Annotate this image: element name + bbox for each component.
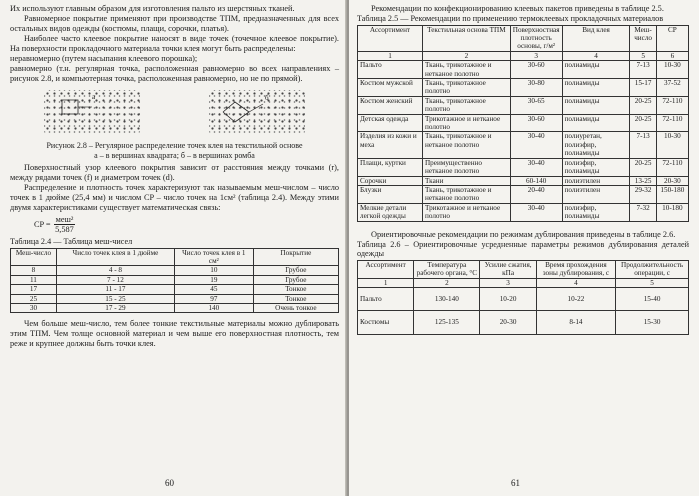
table-cell: 72-110 (656, 158, 688, 176)
table-cell: 20-25 (630, 158, 656, 176)
table-cell: 8-14 (536, 311, 615, 334)
figure-dot-pattern (10, 86, 339, 138)
table-header-cell: Число точек клея в 1 дюйме (56, 248, 174, 266)
formula-fraction (54, 215, 76, 234)
paragraph-bottom: Чем больше меш-число, тем более тонкие текстильные материалы можно дублировать этим ТПМ. Чем толще основной материал и чем выше его поверхностная плотность, тем реже и крупнее должны быть точки клея. (10, 319, 339, 349)
table-2-5-caption: Таблица 2.5 — Рекомендации по применению термоклеевых прокладочных материалов (357, 14, 664, 23)
table-header-cell: 3 (480, 278, 536, 287)
paragraph-intro: Рекомендации по конфекционированию клеевых пакетов приведены в таблице 2.5. (371, 4, 664, 13)
table-cell: 19 (174, 275, 253, 284)
table-cell: Ткань, трикотажное и нетканое полотно (422, 185, 510, 203)
table-header-cell: Вид клея (562, 25, 630, 51)
table-header-cell: Ассортимент (358, 260, 414, 278)
table-mesh-numbers (10, 248, 339, 314)
table-header-cell: 5 (630, 51, 656, 60)
table-cell: полиэфир, полиамиды (562, 158, 630, 176)
table-cell: Костюм женский (358, 96, 423, 114)
table-cell: 4 - 8 (56, 266, 174, 275)
table-cell: Изделия из кожи и меха (358, 132, 423, 158)
figure-label-a: a (92, 93, 96, 101)
table-2-4-caption: Таблица 2.4 — Таблица меш-чисел (10, 237, 133, 246)
table-cell: 7-13 (630, 132, 656, 158)
table-row (358, 287, 689, 310)
list-item-uneven: неравномерно (путем насыпания клеевого порошка); (10, 54, 198, 63)
page-number-left: 60 (165, 478, 174, 488)
paragraph-mid: Ориентировочные рекомендации по режимам дублирования приведены в таблице 2.6. (371, 229, 676, 239)
table-header-cell: 4 (562, 51, 630, 60)
table-cell: 15-17 (630, 79, 656, 97)
table-cell: 20-25 (630, 114, 656, 132)
table-cell: 10-20 (480, 287, 536, 310)
dot-pattern-square (44, 90, 140, 134)
table-header-cell: 2 (414, 278, 480, 287)
table-cell: 30-40 (510, 203, 562, 221)
table-cell: полиамиды (562, 96, 630, 114)
table-cell: 30-60 (510, 114, 562, 132)
table-cell: 30-60 (510, 61, 562, 79)
formula-numerator: меш² (55, 215, 74, 224)
table-cell: 10-30 (656, 61, 688, 79)
table-header-cell: 4 (536, 278, 615, 287)
table-cell: Грубое (253, 275, 338, 284)
table-header-cell: Усилие сжатия, кПа (480, 260, 536, 278)
table-row (358, 96, 689, 114)
table-cell: 11 - 17 (56, 285, 174, 294)
table-cell: 72-110 (656, 114, 688, 132)
table-row (358, 203, 689, 221)
table-cell: 17 - 29 (56, 304, 174, 313)
table-header-cell: Температура рабочего органа, °С (414, 260, 480, 278)
table-row (358, 185, 689, 203)
table-row (358, 176, 689, 185)
table-cell: 30-40 (510, 132, 562, 158)
paragraph-dot-coating: Наиболее часто клеевое покрытие наносят в виде точек (точечное клеевое покрытие). На поверхности прокладочного материала точки клея могут быть распределены: (10, 34, 339, 53)
table-cell: 10-22 (536, 287, 615, 310)
figure-caption-legend: а – в вершинах квадрата; б – в вершинах ромба (94, 151, 255, 160)
left-page (0, 0, 347, 496)
table-cell: 15-30 (616, 311, 689, 334)
table-cell: полиуретан, полиэфир, полиамиды (562, 132, 630, 158)
right-page (349, 0, 699, 496)
table-cell: Мелкие детали легкой одежды (358, 203, 423, 221)
table-cell: Очень тонкое (253, 304, 338, 313)
table-header-cell: 2 (422, 51, 510, 60)
table-cell: Трикотажное и нетканое полотно (422, 203, 510, 221)
table-cell: Тонкое (253, 285, 338, 294)
paragraph-density: Распределение и плотность точек характеризуют так называемым меш-числом – число точек в 1 дюйме (25,4 мм) и числом CP – число точек на 1см² (таблица 2.4). Между этими двумя характеристиками существует математическая связь: (10, 183, 339, 212)
table-cell: Детская одежда (358, 114, 423, 132)
table-cell: 29-32 (630, 185, 656, 203)
table-cell: 7 - 12 (56, 275, 174, 284)
table-header-cell: Поверхностная плотность основы, г/м² (510, 25, 562, 51)
table-header-cell: Продолжительность операции, с (616, 260, 689, 278)
table-cell: Трикотажное и нетканое полотно (422, 114, 510, 132)
table-cell: Ткань, трикотажное полотно (422, 79, 510, 97)
table-row (358, 158, 689, 176)
table-row (11, 304, 339, 313)
table-cell: 20-25 (630, 96, 656, 114)
table-cell: полиамиды (562, 114, 630, 132)
table-header-cell: 1 (358, 278, 414, 287)
table-row (11, 294, 339, 303)
formula-cp (10, 215, 339, 234)
table-cell: 45 (174, 285, 253, 294)
table-cell: 72-110 (656, 96, 688, 114)
table-cell: 20-30 (656, 176, 688, 185)
table-cell: 140 (174, 304, 253, 313)
figure-label-b: б (264, 94, 269, 102)
paragraph-surface-pattern: Поверхностный узор клеевого покрытия зависит от расстояния между точками (r), между рядами точек (f) и диаметром точек (d). (10, 163, 339, 182)
table-header-cell: Покрытие (253, 248, 338, 266)
table-cell: 17 (11, 285, 57, 294)
table-cell: 25 (11, 294, 57, 303)
table-cell: Блузки (358, 185, 423, 203)
table-cell: полиэфир, полиамиды (562, 203, 630, 221)
table-row (11, 266, 339, 275)
table-header-cell: Текстильная основа ТПМ (422, 25, 510, 51)
table-header-cell: Меш-число (11, 248, 57, 266)
formula-lhs: CP = (34, 220, 51, 229)
table-header-cell: 6 (656, 51, 688, 60)
table-header-cell: 5 (616, 278, 689, 287)
table-cell: 15-40 (616, 287, 689, 310)
table-row (358, 61, 689, 79)
table-cell: 30-80 (510, 79, 562, 97)
table-cell: 150-180 (656, 185, 688, 203)
table-cell: Костюм мужской (358, 79, 423, 97)
table-cell: 10-180 (656, 203, 688, 221)
table-row (358, 132, 689, 158)
table-cell: Сорочки (358, 176, 423, 185)
table-row (358, 311, 689, 334)
table-cell: Пальто (358, 287, 414, 310)
formula-denominator: 5,587 (55, 225, 74, 234)
table-cell: полиэтилен (562, 176, 630, 185)
table-cell: Ткань, трикотажное и нетканое полотно (422, 132, 510, 158)
figure-caption: Рисунок 2.8 – Регулярное распределение точек клея на текстильной основе (46, 141, 303, 150)
table-cell: 10-30 (656, 132, 688, 158)
list-item-even: равномерно (т.н. регулярная точка, расположенная равномерно во всех направлениях – рисунок 2.8, и компьютерная точка, расположенная равномерно, но не по прямой). (10, 64, 339, 83)
table-row (11, 275, 339, 284)
table-header-cell: Ассортимент (358, 25, 423, 51)
table-cell: 130-140 (414, 287, 480, 310)
table-cell: 10 (174, 266, 253, 275)
table-header-cell: Время прохождения зоны дублирования, с (536, 260, 615, 278)
table-cell: 30 (11, 304, 57, 313)
table-cell: Преимущественно нетканое полотно (422, 158, 510, 176)
table-cell: полиэтилен (562, 185, 630, 203)
table-cell: 37-52 (656, 79, 688, 97)
dot-pattern-rhombus (209, 90, 305, 134)
table-cell: 8 (11, 266, 57, 275)
table-cell: Костюмы (358, 311, 414, 334)
table-cell: 15 - 25 (56, 294, 174, 303)
table-cell: 30-65 (510, 96, 562, 114)
table-cell: Грубое (253, 266, 338, 275)
table-cell: Ткани (422, 176, 510, 185)
table-cell: 7-32 (630, 203, 656, 221)
table-header-cell: Число точек клея в 1 см² (174, 248, 253, 266)
table-cell: 30-40 (510, 158, 562, 176)
table-cell: Плащи, куртки (358, 158, 423, 176)
page-number-right: 61 (511, 478, 520, 488)
table-cell: Тонкое (253, 294, 338, 303)
table-header-cell: CP (656, 25, 688, 51)
table-cell: 20-30 (480, 311, 536, 334)
table-cell: полиамиды (562, 61, 630, 79)
table-cell: 7-13 (630, 61, 656, 79)
table-row (11, 285, 339, 294)
table-cell: Ткань, трикотажное и нетканое полотно (422, 61, 510, 79)
table-cell: 11 (11, 275, 57, 284)
table-header-cell: 1 (358, 51, 423, 60)
table-cell: Ткань, трикотажное полотно (422, 96, 510, 114)
table-cell: полиамиды (562, 79, 630, 97)
table-header-cell: 3 (510, 51, 562, 60)
table-2-6-caption: Таблица 2.6 – Ориентировочные усредненные параметры режимов дублирования деталей одежды (357, 239, 689, 259)
table-cell: 13-25 (630, 176, 656, 185)
table-tpm-recommendations (357, 25, 689, 222)
table-cell: 20-40 (510, 185, 562, 203)
table-cell: Пальто (358, 61, 423, 79)
table-header-cell: Меш-число (630, 25, 656, 51)
paragraph-uniform-coating: Равномерное покрытие применяют при производстве ТПМ, предназначенных для всех остальных видов одежды (костюмы, плащи, сорочки, платья). (10, 14, 339, 33)
table-cell: 60-140 (510, 176, 562, 185)
table-cell: 125-135 (414, 311, 480, 334)
table-row (358, 114, 689, 132)
table-cell: 97 (174, 294, 253, 303)
table-row (358, 79, 689, 97)
table-duplication-modes (357, 260, 689, 335)
paragraph-top: Их используют главным образом для изготовления пальто из шерстяных тканей. (10, 4, 295, 13)
